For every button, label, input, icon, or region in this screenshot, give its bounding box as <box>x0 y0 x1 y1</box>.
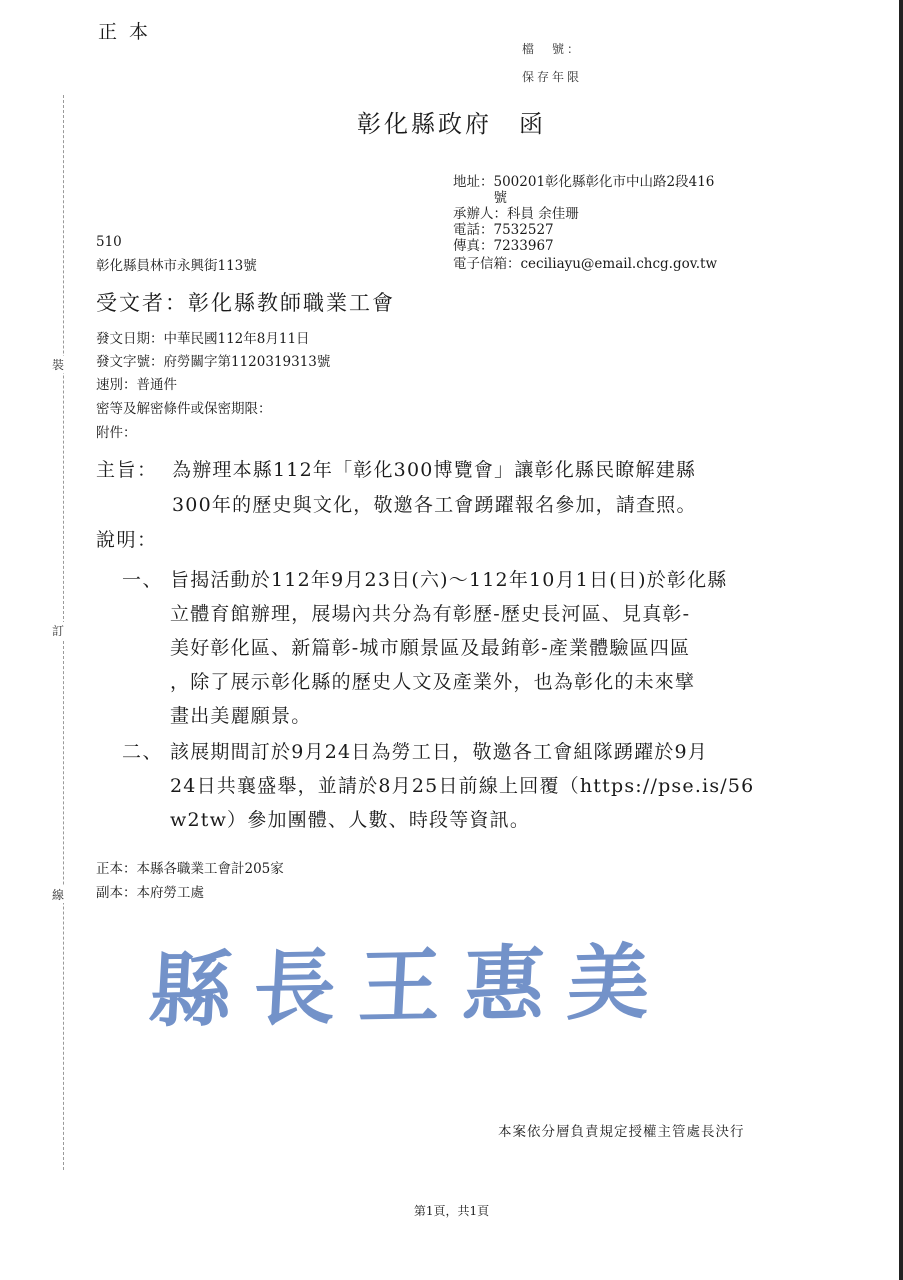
item-1-line-1: 旨揭活動於112年9月23日(六)～112年10月1日(日)於彰化縣 <box>170 569 728 591</box>
sender-email: 電子信箱：ceciliayu@email.chcg.gov.tw <box>453 256 718 272</box>
item-2-line-3: w2tw）參加團體、人數、時段等資訊。 <box>170 809 531 831</box>
seal-char: 縣 <box>147 941 235 1039</box>
delegation-note: 本案依分層負責規定授權主管處長決行 <box>498 1124 745 1140</box>
document-number: 發文字號：府勞關字第1120319313號 <box>96 354 331 370</box>
seal-char: 長 <box>251 939 339 1038</box>
item-1-line-5: 畫出美麗願景。 <box>170 705 312 727</box>
speed-class: 速別：普通件 <box>96 377 177 393</box>
subject-line-1: 為辦理本縣112年「彰化300博覽會」讓彰化縣民瞭解建縣 <box>172 459 697 481</box>
item-1-label: 一、 <box>122 569 164 591</box>
item-2-label: 二、 <box>122 741 164 763</box>
item-1-line-2: 立體育館辦理，展場內共分為有彰歷-歷史長河區、見真彰- <box>170 603 691 625</box>
sender-address-line2: 號 <box>453 190 507 206</box>
recipient: 受文者：彰化縣教師職業工會 <box>96 291 395 315</box>
binding-mark-ding: 訂 <box>52 624 65 638</box>
seal-char: 惠 <box>460 935 548 1034</box>
scan-edge <box>899 0 903 1280</box>
recipient-street: 彰化縣員林市永興街113號 <box>96 258 257 274</box>
sender-phone: 電話：7532527 <box>453 222 554 238</box>
sender-fax: 傳真：7233967 <box>453 238 554 254</box>
secrecy-level: 密等及解密條件或保密期限： <box>96 401 272 417</box>
binding-mark-xian: 線 <box>52 888 65 902</box>
copy-recipients: 副本：本府勞工處 <box>96 885 204 901</box>
subject-line-2: 300年的歷史與文化，敬邀各工會踴躍報名參加，請查照。 <box>172 494 697 516</box>
sender-address-line1: 地址：500201彰化縣彰化市中山路2段416 <box>453 174 715 190</box>
file-number-label: 檔 號： <box>522 42 583 56</box>
item-1-line-4: ，除了展示彰化縣的歷史人文及產業外，也為彰化的未來擘 <box>170 671 696 693</box>
attachment: 附件： <box>96 425 137 441</box>
page-number: 第1頁，共1頁 <box>413 1204 490 1218</box>
retention-label: 保存年限 <box>522 70 583 84</box>
subject-label: 主旨： <box>96 459 158 481</box>
copy-mark: 正本 <box>98 21 161 43</box>
item-2-line-1: 該展期間訂於9月24日為勞工日，敬邀各工會組隊踴躍於9月 <box>170 741 708 763</box>
original-recipients: 正本：本縣各職業工會計205家 <box>96 861 284 877</box>
issue-date: 發文日期：中華民國112年8月11日 <box>96 331 310 347</box>
item-1-line-3: 美好彰化區、新篇彰-城市願景區及最銪彰-產業體驗區四區 <box>170 637 691 659</box>
seal-char: 美 <box>565 934 653 1032</box>
seal-char: 王 <box>356 937 444 1036</box>
magistrate-seal <box>149 921 651 1040</box>
description-label: 說明： <box>96 529 158 551</box>
document-title: 彰化縣政府 函 <box>357 110 546 138</box>
item-2-line-2: 24日共襄盛舉，並請於8月25日前線上回覆（https://pse.is/56 <box>170 775 755 797</box>
recipient-postcode: 510 <box>96 234 122 250</box>
sender-handler: 承辦人：科員 余佳珊 <box>453 206 579 222</box>
binding-mark-zhuang: 裝 <box>52 358 65 372</box>
